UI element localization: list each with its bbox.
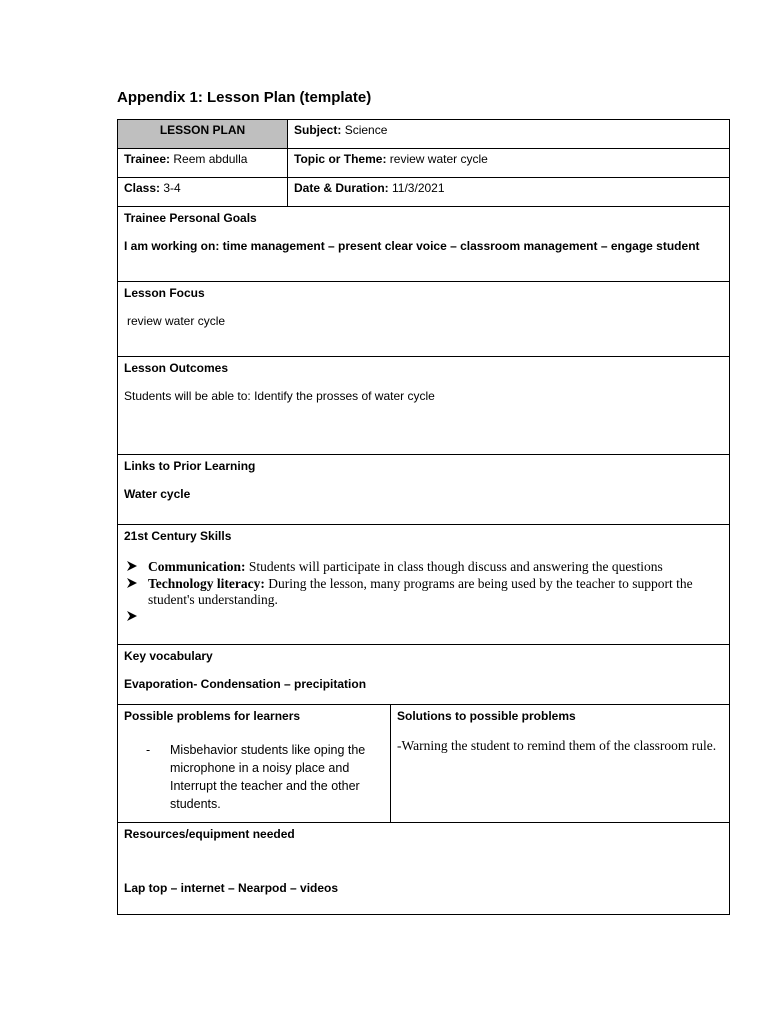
class-label: Class:	[124, 181, 161, 195]
arrow-bullet-icon	[126, 610, 138, 622]
skill-text: During the lesson, many programs are being used by the teacher to support the student's understanding.	[148, 576, 693, 607]
skills-section	[117, 525, 730, 645]
solutions-text: -Warning the student to remind them of the classroom rule.	[397, 738, 717, 753]
skill-text: Students will participate in class though discuss and answering the questions	[245, 559, 663, 574]
goals-text: I am working on: time management – present clear voice – classroom management – engage student	[124, 239, 700, 253]
skill-term: Communication:	[148, 559, 246, 574]
trainee-cell	[118, 149, 288, 177]
date-value: 11/3/2021	[392, 181, 445, 195]
arrow-bullet-icon	[126, 577, 138, 589]
date-cell	[288, 178, 729, 206]
focus-label: Lesson Focus	[124, 286, 205, 300]
outcomes-text: Students will be able to: Identify the prosses of water cycle	[124, 389, 435, 403]
outcomes-label: Lesson Outcomes	[124, 361, 229, 375]
focus-section	[117, 282, 730, 357]
resources-section	[117, 823, 730, 915]
trainee-label: Trainee:	[124, 152, 171, 166]
solutions-label: Solutions to possible problems	[397, 709, 576, 723]
table-row	[117, 178, 730, 207]
focus-text: review water cycle	[127, 314, 226, 328]
arrow-bullet-icon	[126, 560, 138, 572]
trainee-value: Reem abdulla	[173, 152, 248, 166]
subject-value: Science	[344, 123, 388, 137]
goals-section	[117, 207, 730, 282]
date-label: Date & Duration:	[294, 181, 389, 195]
list-item	[124, 559, 723, 575]
resources-label: Resources/equipment needed	[124, 827, 295, 841]
class-cell	[118, 178, 288, 206]
lesson-plan-table	[117, 119, 730, 915]
prior-label: Links to Prior Learning	[124, 459, 256, 473]
subject-cell	[288, 120, 729, 148]
vocab-text: Evaporation- Condensation – precipitation	[124, 677, 367, 691]
skills-label: 21st Century Skills	[124, 529, 232, 543]
skill-term: Technology literacy:	[148, 576, 265, 591]
topic-cell	[288, 149, 729, 177]
list-item	[124, 609, 723, 625]
goals-label: Trainee Personal Goals	[124, 211, 257, 225]
topic-label: Topic or Theme:	[294, 152, 387, 166]
problems-label: Possible problems for learners	[124, 709, 301, 723]
list-item	[124, 576, 723, 608]
topic-value: review water cycle	[389, 152, 488, 166]
problem-text: Misbehavior students like oping the microphone in a noisy place and Interrupt the teacher and the other students.	[170, 743, 366, 811]
resources-text: Lap top – internet – Nearpod – videos	[124, 881, 339, 895]
prior-text: Water cycle	[124, 487, 191, 501]
dash-bullet: -	[146, 743, 151, 757]
list-item	[124, 741, 384, 813]
page-title: Appendix 1: Lesson Plan (template)	[117, 89, 372, 106]
vocabulary-section	[117, 645, 730, 705]
table-row	[117, 149, 730, 178]
prior-learning-section	[117, 455, 730, 525]
table-row	[117, 119, 730, 149]
subject-label: Subject:	[294, 123, 342, 137]
vocab-label: Key vocabulary	[124, 649, 213, 663]
outcomes-section	[117, 357, 730, 455]
solutions-cell	[391, 705, 729, 822]
problems-cell	[118, 705, 391, 822]
lesson-plan-header: LESSON PLAN	[118, 120, 288, 148]
problems-solutions-row	[117, 705, 730, 823]
class-value: 3-4	[163, 181, 181, 195]
